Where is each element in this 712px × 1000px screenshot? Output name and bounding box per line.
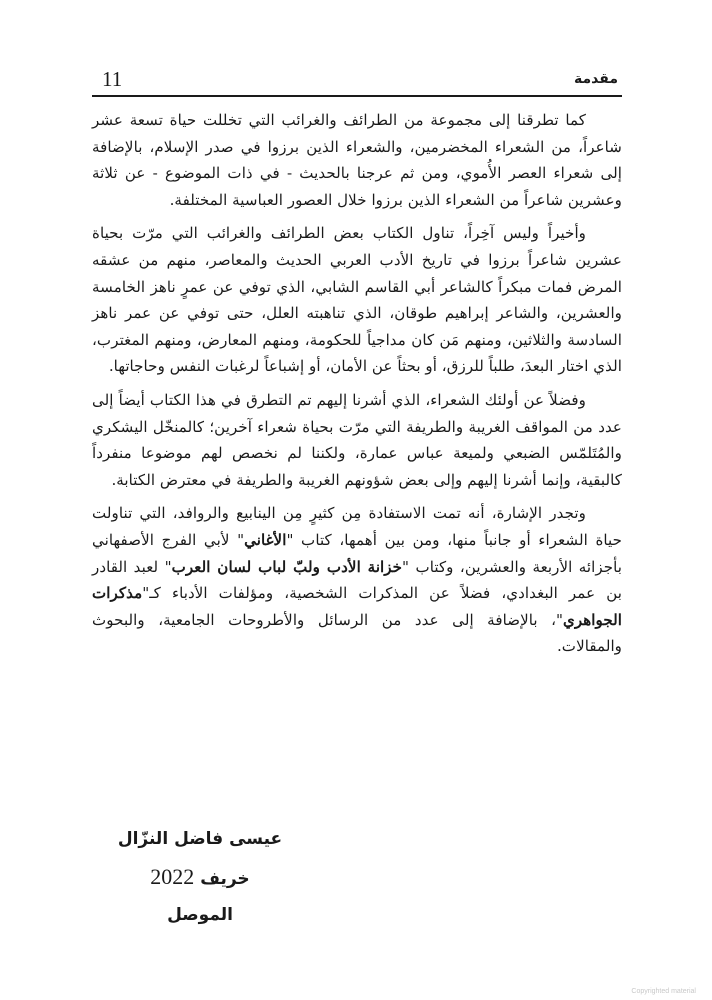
paragraph-1: كما تطرقنا إلى مجموعة من الطرائف والغرائب التي تخللت حياة تسعة عشر شاعراً، من الشعراء المخضرمين، والشعراء الذين برزوا في صدر الإسلام، بالإضافة إلى شعراء العصر الأُموي، ومن ثم عرجنا بالحديث - في ذات الموضوع - عن ثلاثة وعشرين شاعراً من الشعراء الذين برزوا خلال العصور العباسية المختلفة.	[92, 111, 622, 209]
copyright-watermark: Copyrighted material	[631, 988, 696, 995]
year: 2022	[150, 864, 195, 889]
book-title-aghani: الأغاني	[244, 530, 287, 549]
page-number: 11	[102, 67, 123, 91]
paragraph-4-text: " لأبي الفرج الأصفهاني بأجزائه الأربعة والعشرين، وكتاب "	[92, 530, 622, 576]
date-line	[100, 858, 300, 896]
author-name: عيسى فاضل النزّال	[117, 829, 283, 849]
book-title-khizanat: خزانة الأدب ولبّ لباب لسان العرب	[171, 557, 403, 576]
paragraph-2: وأخيراً وليس آخِراً، تناول الكتاب بعض الطرائف والغرائب التي مرّت بحياة عشرين شاعراً برزوا في تاريخ الأدب العربي الحديث والمعاصر، منهم من عشقه المرض فمات مبكراً كالشاعر أبي القاسم الشابي، الذي توفي عن عمرٍ ناهز الخامسة والعشرين، والشاعر إبراهيم طوقان، الذي تناهبته العلل، حتى توفي عن عمر ناهز السادسة والثلاثين، ومنهم مَن كان مداجياً للحكومة، ومنهم المعارض، ومنهم المغترب، الذي اختار البعدَ، طلباً للرزق، أو بحثاً عن الأمان، أو إشباعاً لرغبات النفس وحاجاتها.	[92, 224, 622, 376]
paragraph-4	[92, 500, 622, 660]
place: الموصل	[167, 905, 233, 925]
paragraph-4-text: " لعبد القادر بن عمر البغدادي، فضلاً عن المذكرات الشخصية، ومؤلفات الأدباء كـ"	[92, 557, 622, 603]
signature-block	[100, 820, 300, 934]
paragraph-4-text: "، بالإضافة إلى عدد من الرسائل والأطروحات الجامعية، والبحوث والمقالات.	[92, 610, 622, 656]
body-text	[92, 107, 622, 667]
running-title: مقدمة	[574, 71, 618, 87]
season: خريف	[200, 869, 250, 889]
paragraph-4-text: وتجدر الإشارة، أنه تمت الاستفادة مِن كثيرٍ مِن الينابيع والروافد، التي تناولت حياة الشعراء أو جانباً منها، ومن بين أهمها، كتاب "	[92, 504, 622, 549]
book-title-jawahiri: مذكرات الجواهري	[92, 584, 622, 629]
page-header	[92, 66, 622, 94]
paragraph-3: وفضلاً عن أولئك الشعراء، الذي أشرنا إليهم تم التطرق في هذا الكتاب أيضاً إلى عدد من المواقف الغريبة والطريفة التي مرّت بحياة شعراء آخرين؛ كالمنخّل اليشكري والمُتَلمّس الضبعي ولميعة عباس عمارة، ولكننا لم نخصص لهم موضوعا منفرداً كالبقية، وإنما أشرنا إليهم وإلى بعض شؤونهم الغريبة والطريفة في معترض الكتابة.	[92, 390, 622, 489]
header-rule	[92, 95, 622, 97]
